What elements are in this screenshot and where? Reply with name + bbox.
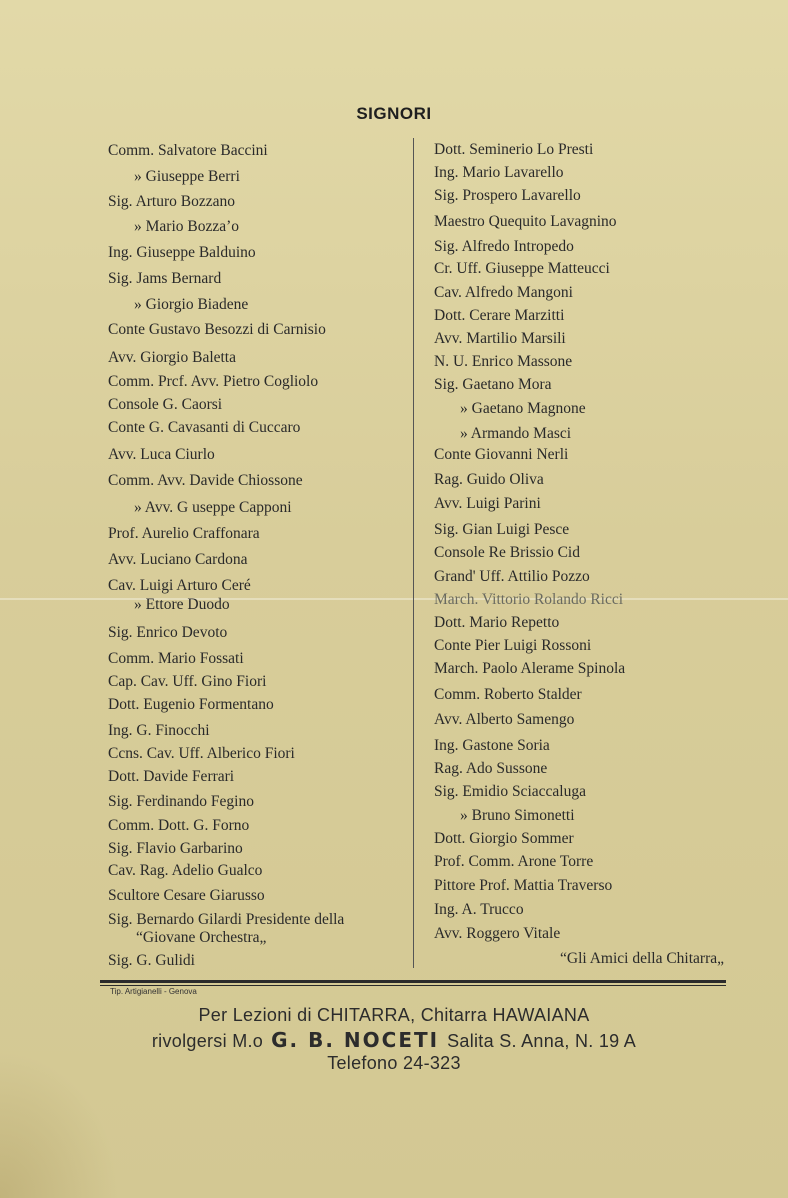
name-line: Sig. Flavio Garbarino	[108, 840, 243, 857]
ad-prefix: rivolgersi M.o	[151, 1031, 264, 1051]
name-line: Comm. Salvatore Baccini	[108, 142, 268, 159]
name-line: Sig. Emidio Sciaccaluga	[434, 783, 586, 800]
advertisement-line-2	[0, 1028, 788, 1052]
name-line: Ing. A. Trucco	[434, 901, 524, 918]
name-line: March. Vittorio Rolando Ricci	[434, 591, 624, 608]
name-line: Ing. G. Finocchi	[108, 722, 210, 739]
name-line: Cav. Alfredo Mangoni	[434, 284, 573, 301]
name-line: Sig. Gaetano Mora	[434, 376, 552, 393]
column-divider	[413, 138, 414, 968]
name-line: Ing. Giuseppe Balduino	[108, 244, 256, 261]
name-line: Pittore Prof. Mattia Traverso	[434, 877, 613, 894]
name-line: Avv. Martilio Marsili	[434, 330, 566, 347]
printer-credit: Tip. Artigianelli - Genova	[110, 987, 197, 996]
name-line: Dott. Eugenio Formentano	[108, 696, 274, 713]
name-line: Avv. Luigi Parini	[434, 495, 541, 512]
name-line: » Bruno Simonetti	[460, 807, 575, 824]
footer-rule	[100, 980, 726, 983]
name-line: » Ettore Duodo	[134, 596, 230, 613]
name-line: Comm. Dott. G. Forno	[108, 817, 250, 834]
name-line: Dott. Mario Repetto	[434, 614, 560, 631]
name-line: Conte G. Cavasanti di Cuccaro	[108, 419, 301, 436]
page-heading: SIGNORI	[356, 104, 432, 123]
name-line: Ing. Mario Lavarello	[434, 164, 564, 181]
name-line: Sig. Prospero Lavarello	[434, 187, 581, 204]
name-line: Conte Pier Luigi Rossoni	[434, 637, 592, 654]
name-line: Sig. G. Gulidi	[108, 952, 195, 969]
name-line: Comm. Prcf. Avv. Pietro Cogliolo	[108, 373, 319, 390]
name-line: Sig. Bernardo Gilardi Presidente della	[108, 911, 345, 928]
name-line: Console G. Caorsi	[108, 396, 223, 413]
name-line: Rag. Ado Sussone	[434, 760, 548, 777]
name-line: » Armando Masci	[460, 425, 572, 442]
ad-address: Salita S. Anna, N. 19 A	[447, 1031, 637, 1051]
name-line: Dott. Seminerio Lo Presti	[434, 141, 594, 158]
name-line: Dott. Cerare Marzitti	[434, 307, 565, 324]
signature-line: “Gli Amici della Chitarra„	[560, 950, 724, 967]
name-line: Scultore Cesare Giarusso	[108, 887, 265, 904]
name-line: Grand' Uff. Attilio Pozzo	[434, 568, 590, 585]
name-line: “Giovane Orchestra„	[136, 929, 267, 946]
name-line: Sig. Alfredo Intropedo	[434, 238, 574, 255]
name-line: Avv. Roggero Vitale	[434, 925, 561, 942]
name-line: March. Paolo Alerame Spinola	[434, 660, 626, 677]
name-line: Sig. Ferdinando Fegino	[108, 793, 254, 810]
name-line: Avv. Alberto Samengo	[434, 711, 575, 728]
name-line: Console Re Brissio Cid	[434, 544, 580, 561]
name-line: Comm. Avv. Davide Chiossone	[108, 472, 303, 489]
name-line: Prof. Aurelio Craffonara	[108, 525, 260, 542]
name-line: Prof. Comm. Arone Torre	[434, 853, 594, 870]
name-line: Avv. Giorgio Baletta	[108, 349, 236, 366]
name-line: » Avv. G useppe Capponi	[134, 499, 292, 516]
name-line: Comm. Mario Fossati	[108, 650, 244, 667]
name-line: Conte Gustavo Besozzi di Carnisio	[108, 321, 326, 338]
name-line: N. U. Enrico Massone	[434, 353, 573, 370]
footer-rule-thin	[100, 985, 726, 986]
name-line: Ccns. Cav. Uff. Alberico Fiori	[108, 745, 295, 762]
advertisement-line-1: Per Lezioni di CHITARRA, Chitarra HAWAIANA	[198, 1005, 590, 1025]
name-line: Conte Giovanni Nerli	[434, 446, 569, 463]
name-line: » Giorgio Biadene	[134, 296, 249, 313]
name-line: Sig. Jams Bernard	[108, 270, 222, 287]
name-line: Avv. Luciano Cardona	[108, 551, 248, 568]
name-line: » Giuseppe Berri	[134, 168, 240, 185]
name-line: Cav. Luigi Arturo Ceré	[108, 577, 251, 594]
name-line: Avv. Luca Ciurlo	[108, 446, 215, 463]
teacher-name: G. B. NOCETI	[271, 1028, 440, 1052]
name-line: Cap. Cav. Uff. Gino Fiori	[108, 673, 267, 690]
name-line: Ing. Gastone Soria	[434, 737, 550, 754]
name-line: » Gaetano Magnone	[460, 400, 586, 417]
advertisement-phone: Telefono 24-323	[327, 1053, 461, 1073]
name-line: Dott. Giorgio Sommer	[434, 830, 574, 847]
name-line: Cav. Rag. Adelio Gualco	[108, 862, 263, 879]
name-line: Cr. Uff. Giuseppe Matteucci	[434, 260, 610, 277]
name-line: Sig. Enrico Devoto	[108, 624, 228, 641]
name-line: Rag. Guido Oliva	[434, 471, 544, 488]
name-line: Maestro Quequito Lavagnino	[434, 213, 617, 230]
name-line: Comm. Roberto Stalder	[434, 686, 582, 703]
name-line: Sig. Arturo Bozzano	[108, 193, 235, 210]
name-line: Dott. Davide Ferrari	[108, 768, 235, 785]
name-line: » Mario Bozza’o	[134, 218, 240, 235]
name-line: Sig. Gian Luigi Pesce	[434, 521, 570, 538]
